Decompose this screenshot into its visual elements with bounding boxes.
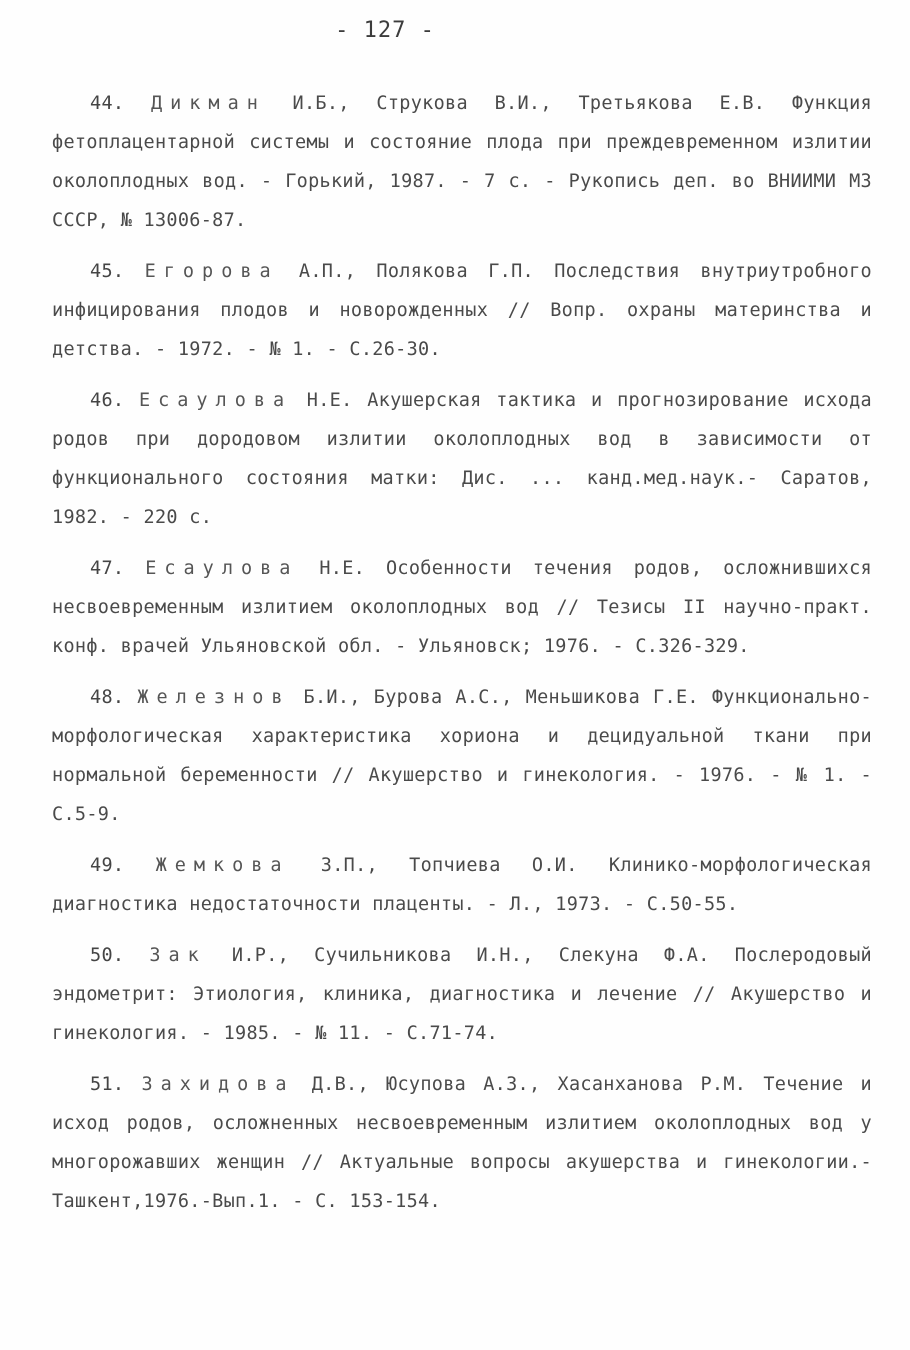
reference-number: 48. [90,687,125,708]
reference-author: Есаулова [139,390,293,411]
reference-author: Есаулова [145,558,299,579]
reference-item [52,1065,872,1221]
reference-text: А.П., Полякова Г.П. Последствия внутриутробного инфицирования плодов и новорожденных // Вопр. охраны материнства и детства. - 1972. - № 1. - С.26-30. [52,261,872,360]
reference-item [52,252,872,369]
reference-author: Захидова [141,1074,295,1095]
reference-author: Зак [149,945,207,966]
reference-text: З.П., Топчиева О.И. Клинико-морфологическая диагностика недостаточности плаценты. - Л., 1973. - С.50-55. [52,855,872,915]
reference-item [52,381,872,537]
reference-number: 44. [90,93,125,114]
reference-text: И.Б., Струкова В.И., Третьякова Е.В. Функция фетоплацентарной системы и состояние плода при преждевременном излитии околоплодных вод. - Горький, 1987. - 7 с. - Рукопись деп. во ВНИИМИ МЗ СССР, № 13006-87. [52,93,872,231]
reference-list [52,84,872,1233]
reference-number: 46. [90,390,125,411]
reference-number: 50. [90,945,125,966]
reference-number: 45. [90,261,125,282]
reference-author: Егорова [144,261,279,282]
reference-text: Б.И., Бурова А.С., Меньшикова Г.Е. Функционально-морфологическая характеристика хориона и децидуальной ткани при нормальной беременности // Акушерство и гинекология. - 1976. - № 1. - С.5-9. [52,687,872,825]
reference-author: Железнов [137,687,291,708]
reference-number: 51. [90,1074,125,1095]
reference-item [52,549,872,666]
reference-text: Н.Е. Особенности течения родов, осложнившихся несвоевременным излитием околоплодных вод // Тезисы II научно-практ. конф. врачей Ульяновской обл. - Ульяновск; 1976. - С.326-329. [52,558,872,657]
reference-item [52,846,872,924]
reference-item [52,84,872,240]
reference-text: Д.В., Юсупова А.З., Хасанханова Р.М. Течение и исход родов, осложненных несвоевременным излитием околоплодных вод у многорожавших женщин // Актуальные вопросы акушерства и гинекологии.-Ташкент,1976.-Вып.1. - С. 153-154. [52,1074,872,1212]
reference-item [52,936,872,1053]
reference-number: 47. [90,558,125,579]
reference-text: И.Р., Сучильникова И.Н., Слекуна Ф.А. Послеродовый эндометрит: Этиология, клиника, диагностика и лечение // Акушерство и гинекология. - 1985. - № 11. - С.71-74. [52,945,872,1044]
reference-text: Н.Е. Акушерская тактика и прогнозирование исхода родов при дородовом излитии околоплодных вод в зависимости от функционального состояния матки: Дис. ... канд.мед.наук.- Саратов, 1982. - 220 с. [52,390,872,528]
reference-author: Дикман [151,93,266,114]
reference-item [52,678,872,834]
reference-author: Жемкова [155,855,290,876]
reference-number: 49. [90,855,125,876]
page-number: - 127 - [335,18,435,43]
